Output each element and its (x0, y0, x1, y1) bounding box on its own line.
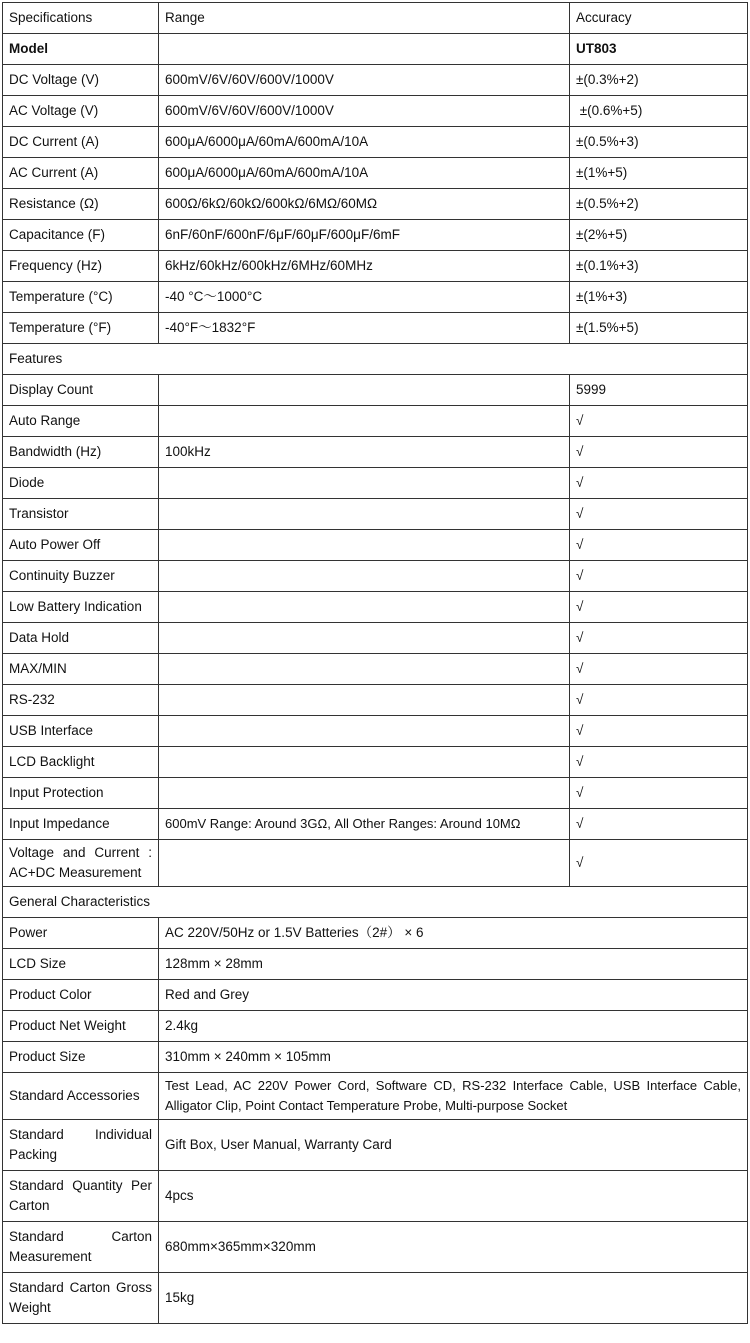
feature-value: √ (570, 437, 748, 468)
feature-name: MAX/MIN (3, 654, 159, 685)
feature-range (159, 778, 570, 809)
general-row (3, 1120, 748, 1171)
feature-value: √ (570, 654, 748, 685)
feature-range (159, 592, 570, 623)
general-name: Product Size (3, 1042, 159, 1073)
feature-range (159, 499, 570, 530)
general-name: Product Net Weight (3, 1011, 159, 1042)
feature-range (159, 530, 570, 561)
measurement-range: 600mV/6V/60V/600V/1000V (159, 96, 570, 127)
feature-name: Input Protection (3, 778, 159, 809)
feature-range (159, 468, 570, 499)
feature-range (159, 406, 570, 437)
general-row (3, 918, 748, 949)
feature-row (3, 561, 748, 592)
measurement-row (3, 282, 748, 313)
feature-value: √ (570, 592, 748, 623)
general-row (3, 1222, 748, 1273)
measurement-accuracy: ±(0.3%+2) (570, 65, 748, 96)
feature-name: Data Hold (3, 623, 159, 654)
header-row (3, 3, 748, 34)
general-name: LCD Size (3, 949, 159, 980)
general-value: Red and Grey (159, 980, 748, 1011)
feature-value: √ (570, 561, 748, 592)
general-value: 2.4kg (159, 1011, 748, 1042)
feature-row (3, 592, 748, 623)
feature-row (3, 716, 748, 747)
measurement-accuracy: ±(0.5%+3) (570, 127, 748, 158)
general-row (3, 949, 748, 980)
feature-range (159, 623, 570, 654)
model-value: UT803 (570, 34, 748, 65)
measurement-row (3, 65, 748, 96)
feature-name: Bandwidth (Hz) (3, 437, 159, 468)
feature-row (3, 654, 748, 685)
measurement-range: 600mV/6V/60V/600V/1000V (159, 65, 570, 96)
model-row (3, 34, 748, 65)
feature-name: Voltage and Current : AC+DC Measurement (3, 840, 159, 887)
feature-value: 5999 (570, 375, 748, 406)
measurement-row (3, 189, 748, 220)
general-row (3, 1273, 748, 1324)
feature-row (3, 468, 748, 499)
feature-name: Auto Power Off (3, 530, 159, 561)
feature-range (159, 654, 570, 685)
feature-name: USB Interface (3, 716, 159, 747)
feature-range (159, 747, 570, 778)
feature-name: RS-232 (3, 685, 159, 716)
general-value: 310mm × 240mm × 105mm (159, 1042, 748, 1073)
measurement-name: AC Voltage (V) (3, 96, 159, 127)
feature-value: √ (570, 406, 748, 437)
feature-name: Continuity Buzzer (3, 561, 159, 592)
measurement-name: DC Current (A) (3, 127, 159, 158)
feature-row (3, 747, 748, 778)
feature-value: √ (570, 499, 748, 530)
header-range: Range (159, 3, 570, 34)
specifications-table (2, 2, 748, 1324)
general-value: 4pcs (159, 1171, 748, 1222)
feature-row (3, 685, 748, 716)
measurement-range: -40°F～1832°F (159, 313, 570, 344)
general-name: Power (3, 918, 159, 949)
measurement-name: Temperature (°F) (3, 313, 159, 344)
feature-value: √ (570, 778, 748, 809)
section-title-general: General Characteristics (3, 887, 748, 918)
measurement-accuracy: ±(1%+3) (570, 282, 748, 313)
measurement-accuracy: ±(0.6%+5) (570, 96, 748, 127)
feature-value: √ (570, 840, 748, 887)
measurement-row (3, 313, 748, 344)
feature-range (159, 685, 570, 716)
feature-name: LCD Backlight (3, 747, 159, 778)
general-value: 680mm×365mm×320mm (159, 1222, 748, 1273)
measurement-accuracy: ±(1%+5) (570, 158, 748, 189)
feature-row (3, 809, 748, 840)
measurement-range: 6nF/60nF/600nF/6μF/60μF/600μF/6mF (159, 220, 570, 251)
measurement-accuracy: ±(0.1%+3) (570, 251, 748, 282)
feature-range (159, 840, 570, 887)
measurement-name: DC Voltage (V) (3, 65, 159, 96)
general-value: Gift Box, User Manual, Warranty Card (159, 1120, 748, 1171)
measurement-range: 600μA/6000μA/60mA/600mA/10A (159, 127, 570, 158)
feature-name: Display Count (3, 375, 159, 406)
feature-name: Transistor (3, 499, 159, 530)
measurement-name: Capacitance (F) (3, 220, 159, 251)
model-range-empty (159, 34, 570, 65)
general-value: AC 220V/50Hz or 1.5V Batteries（2#） × 6 (159, 918, 748, 949)
general-row (3, 1171, 748, 1222)
general-value: 15kg (159, 1273, 748, 1324)
feature-row (3, 499, 748, 530)
measurement-accuracy: ±(1.5%+5) (570, 313, 748, 344)
general-name: Product Color (3, 980, 159, 1011)
feature-range (159, 375, 570, 406)
general-name: Standard Carton Gross Weight (3, 1273, 159, 1324)
measurement-row (3, 127, 748, 158)
feature-value: √ (570, 716, 748, 747)
measurement-range: -40 °C～1000°C (159, 282, 570, 313)
measurement-row (3, 220, 748, 251)
measurement-accuracy: ±(2%+5) (570, 220, 748, 251)
general-name: Standard Accessories (3, 1073, 159, 1120)
general-row (3, 1011, 748, 1042)
section-title-features: Features (3, 344, 748, 375)
header-accuracy: Accuracy (570, 3, 748, 34)
measurement-name: AC Current (A) (3, 158, 159, 189)
feature-value: √ (570, 468, 748, 499)
feature-row (3, 623, 748, 654)
measurement-range: 600μA/6000μA/60mA/600mA/10A (159, 158, 570, 189)
general-name: Standard Carton Measurement (3, 1222, 159, 1273)
general-name: Standard Quantity Per Carton (3, 1171, 159, 1222)
measurement-range: 600Ω/6kΩ/60kΩ/600kΩ/6MΩ/60MΩ (159, 189, 570, 220)
measurement-row (3, 158, 748, 189)
feature-value: √ (570, 747, 748, 778)
measurement-accuracy: ±(0.5%+2) (570, 189, 748, 220)
feature-range: 100kHz (159, 437, 570, 468)
section-row-features (3, 344, 748, 375)
feature-value: √ (570, 685, 748, 716)
feature-range (159, 716, 570, 747)
feature-name: Low Battery Indication (3, 592, 159, 623)
feature-name: Auto Range (3, 406, 159, 437)
feature-value: √ (570, 530, 748, 561)
measurement-name: Temperature (°C) (3, 282, 159, 313)
general-value: Test Lead, AC 220V Power Cord, Software CD, RS-232 Interface Cable, USB Interface Cable, Alligator Clip, Point Contact Temperature Probe, Multi-purpose Socket (159, 1073, 748, 1120)
measurement-row (3, 96, 748, 127)
measurement-row (3, 251, 748, 282)
measurement-name: Resistance (Ω) (3, 189, 159, 220)
feature-range (159, 561, 570, 592)
measurement-name: Frequency (Hz) (3, 251, 159, 282)
measurement-range: 6kHz/60kHz/600kHz/6MHz/60MHz (159, 251, 570, 282)
feature-range: 600mV Range: Around 3GΩ, All Other Ranges: Around 10MΩ (159, 809, 570, 840)
feature-row (3, 778, 748, 809)
feature-row (3, 437, 748, 468)
general-row (3, 1042, 748, 1073)
feature-value: √ (570, 809, 748, 840)
feature-row (3, 530, 748, 561)
general-name: Standard Individual Packing (3, 1120, 159, 1171)
general-row (3, 980, 748, 1011)
feature-value: √ (570, 623, 748, 654)
model-label: Model (3, 34, 159, 65)
feature-name: Diode (3, 468, 159, 499)
header-specifications: Specifications (3, 3, 159, 34)
feature-row (3, 406, 748, 437)
section-row-general (3, 887, 748, 918)
feature-row (3, 375, 748, 406)
general-value: 128mm × 28mm (159, 949, 748, 980)
feature-row (3, 840, 748, 887)
general-row (3, 1073, 748, 1120)
feature-name: Input Impedance (3, 809, 159, 840)
